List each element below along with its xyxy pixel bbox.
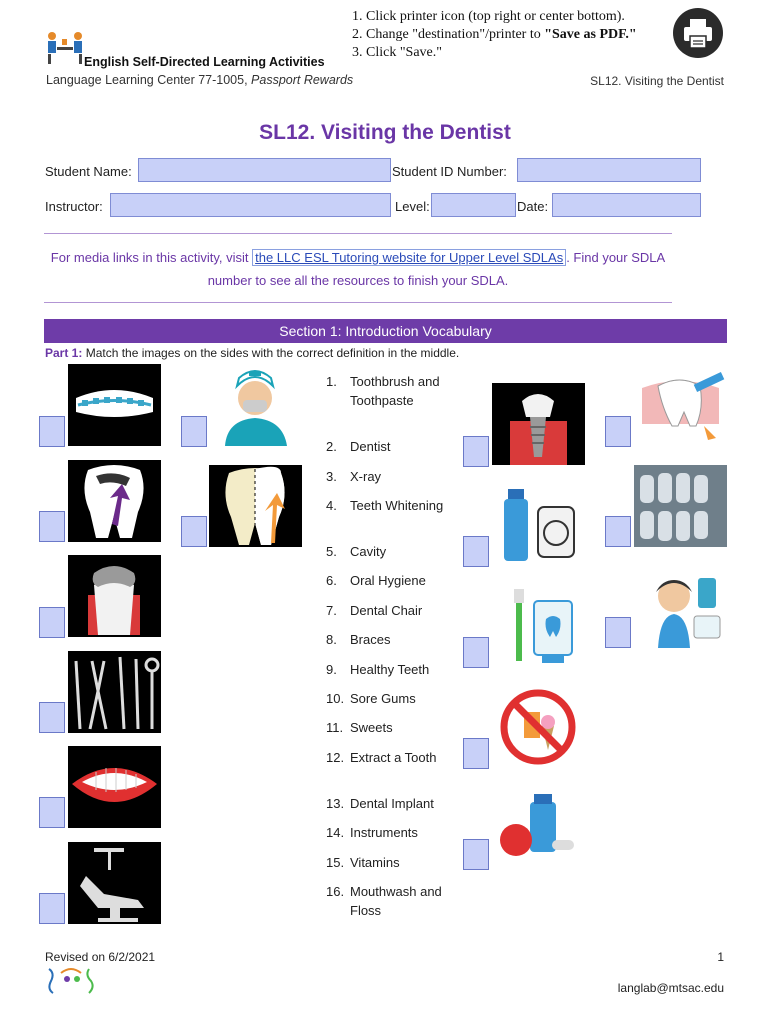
xray-picture [634,465,727,547]
section-header: Section 1: Introduction Vocabulary [44,319,727,343]
print-step [352,8,637,26]
print-step [352,44,637,62]
vocab-term: Instruments [350,825,418,840]
vocab-number: 6. [326,573,337,588]
date-label: Date: [517,199,549,214]
healthy-teeth-picture [68,746,161,828]
vocab-item [326,823,456,842]
match-answer-box[interactable] [463,536,489,567]
vocab-item [326,689,456,708]
vocab-term: Cavity [350,544,387,559]
toothbrush-toothpaste-picture [492,585,585,667]
contact-email[interactable]: langlab@mtsac.edu [617,981,724,995]
footer-logo [45,965,97,995]
vocab-number: 4. [326,498,337,513]
vocab-term: Dental Chair [350,603,423,618]
match-answer-box[interactable] [463,637,489,668]
divider [44,302,672,303]
vocab-number: 5. [326,544,337,559]
divider [44,233,672,234]
match-answer-box[interactable] [605,516,631,547]
vocab-term: Oral Hygiene [350,573,426,588]
page-number: 1 [717,950,724,964]
student-name-label: Student Name: [45,164,132,179]
sweets-picture [492,686,585,768]
vocab-term: Dentist [350,439,391,454]
match-answer-box[interactable] [605,617,631,648]
mouthwash-floss-picture [492,485,585,567]
match-answer-box[interactable] [39,797,65,828]
dentist-picture [209,364,302,446]
vitamins-picture [492,786,585,868]
match-answer-box[interactable] [39,511,65,542]
match-answer-box[interactable] [39,702,65,733]
instructor-field[interactable] [110,193,391,217]
vocab-item [326,571,456,590]
vocab-term: Braces [350,632,391,647]
part-label: Part 1: [45,346,83,360]
sore-gums-picture [634,364,727,446]
vocab-item [326,542,456,561]
whitening-picture [209,465,302,547]
vocab-item [326,467,456,486]
vocab-term: Extract a Tooth [350,750,437,765]
vocab-term: Sore Gums [350,691,416,706]
org-title: English Self-Directed Learning Activities [84,55,325,69]
braces-picture [68,364,161,446]
implant-picture [492,383,585,465]
vocab-term: Mouthwash and Floss [350,884,442,918]
vocab-term: Toothbrush and Toothpaste [350,374,440,408]
vocab-number: 11. [326,720,344,735]
match-answer-box[interactable] [181,516,207,547]
vocab-item [326,437,456,456]
vocab-item [326,372,456,410]
media-links-note [44,246,672,292]
vocab-number: 2. [326,439,337,454]
part-text: Match the images on the sides with the correct definition in the middle. [82,346,460,360]
org-subtitle-plain: Language Learning Center 77-1005, [46,73,252,87]
vocab-term: Healthy Teeth [350,662,430,677]
vocab-number: 16. [326,884,345,899]
print-step-text: 1. Click printer icon (top right or center bottom). [352,9,625,24]
media-note-text-after: . Find your SDLA number to see all the resources to finish your SDLA. [207,250,666,288]
org-subtitle [46,73,353,87]
oral-hygiene-picture [634,566,727,648]
llc-tutoring-link[interactable]: the LLC ESL Tutoring website for Upper Level SDLAs [252,249,566,266]
cavity-picture [68,460,161,542]
match-answer-box[interactable] [463,738,489,769]
vocab-item [326,660,456,679]
revised-date: Revised on 6/2/2021 [45,950,156,964]
print-step-bold: "Save as PDF." [544,27,637,42]
part-instructions [45,346,459,360]
instruments-picture [68,651,161,733]
match-answer-box[interactable] [39,607,65,638]
student-id-label: Student ID Number: [392,164,507,179]
vocab-number: 7. [326,603,337,618]
match-answer-box[interactable] [39,416,65,447]
vocab-number: 12. [326,750,345,765]
page-title: SL12. Visiting the Dentist [259,121,511,144]
match-answer-box[interactable] [39,893,65,924]
level-label: Level: [395,199,430,214]
vocab-term: Teeth Whitening [350,498,444,513]
instructor-label: Instructor: [45,199,103,214]
print-instructions [352,8,637,62]
level-field[interactable] [431,193,516,217]
vocab-item [326,853,456,872]
vocab-number: 14. [326,825,345,840]
crown-picture [68,555,161,637]
vocab-number: 15. [326,855,345,870]
student-name-field[interactable] [138,158,391,182]
date-field[interactable] [552,193,701,217]
vocab-number: 13. [326,796,345,811]
header-document-label: SL12. Visiting the Dentist [590,74,724,88]
org-subtitle-italic: Passport Rewards [251,73,354,87]
vocab-item [326,630,456,649]
vocab-item [326,601,456,620]
print-step-text: 2. Change "destination"/printer to [352,27,545,42]
vocab-item [326,882,456,920]
dental-chair-picture [68,842,161,924]
printer-icon[interactable] [673,8,723,58]
vocab-term: X-ray [350,469,382,484]
vocab-term: Vitamins [350,855,400,870]
vocab-number: 3. [326,469,337,484]
print-step-text: 3. Click "Save." [352,45,442,60]
print-step [352,26,637,44]
vocab-item [326,496,456,515]
vocab-item [326,794,456,813]
vocab-item [326,748,456,767]
student-id-field[interactable] [517,158,701,182]
vocab-number: 9. [326,662,337,677]
match-answer-box[interactable] [605,416,631,447]
vocab-item [326,718,456,737]
vocab-number: 8. [326,632,337,647]
vocab-term: Dental Implant [350,796,434,811]
match-answer-box[interactable] [463,839,489,870]
vocab-number: 1. [326,374,337,389]
vocab-term: Sweets [350,720,393,735]
vocab-number: 10. [326,691,345,706]
media-note-text: For media links in this activity, visit [50,250,249,265]
match-answer-box[interactable] [181,416,207,447]
match-answer-box[interactable] [463,436,489,467]
